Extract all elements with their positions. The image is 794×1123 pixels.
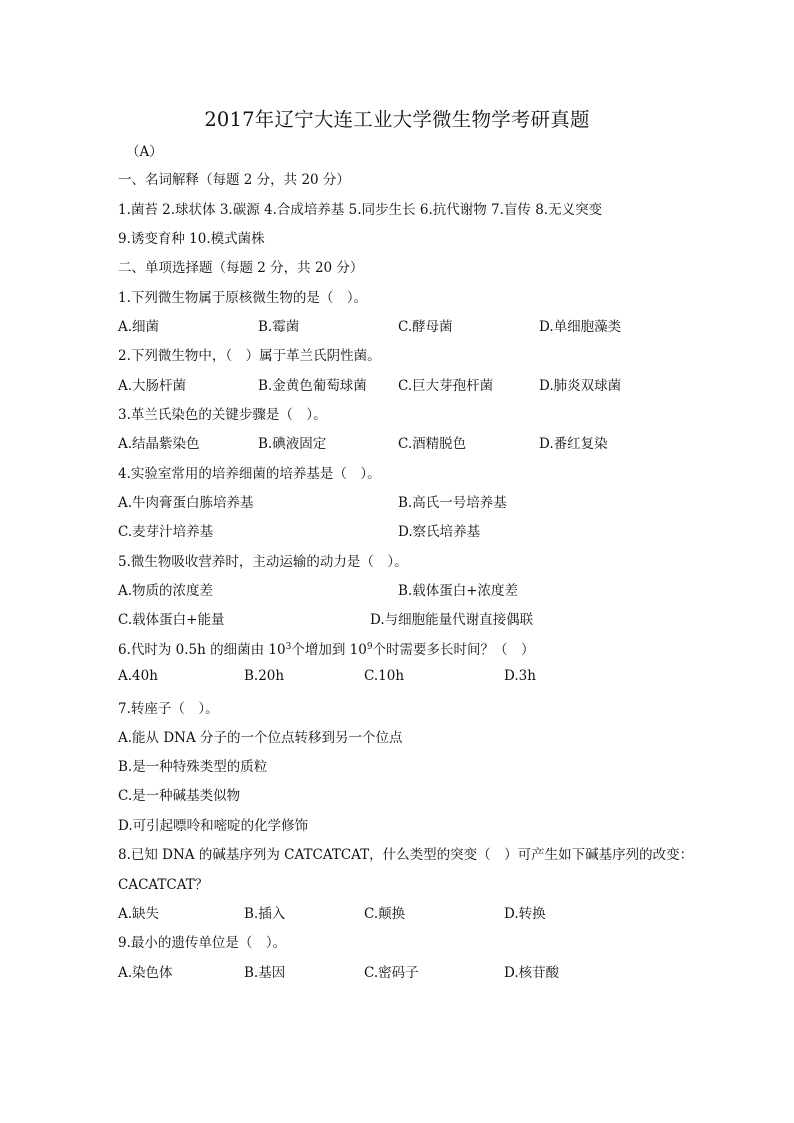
section2-heading: 二、单项选择题（每题 2 分，共 20 分） <box>118 260 364 276</box>
question-5-stem: 5.微生物吸收营养时，主动运输的动力是（ ）。 <box>118 554 408 570</box>
question-6-stem-part-1: 6.代时为 0.5h 的细菌由 10 <box>118 642 286 658</box>
question-5-option-a: A.物质的浓度差 <box>118 583 214 599</box>
question-6-exponent-2: 9 <box>366 642 373 652</box>
question-9-option-a: A.染色体 <box>118 965 173 981</box>
question-4-option-c: C.麦芽汁培养基 <box>118 524 214 540</box>
question-9-option-b: B.基因 <box>244 965 286 981</box>
question-5-option-d: D.与细胞能量代谢直接偶联 <box>370 612 534 628</box>
question-3-option-a: A.结晶紫染色 <box>118 436 200 452</box>
question-8-option-a: A.缺失 <box>118 906 160 922</box>
question-2-stem: 2.下列微生物中，（ ）属于革兰氏阴性菌。 <box>118 348 381 364</box>
question-1-option-d: D.单细胞藻类 <box>539 319 622 335</box>
paper-label: （A） <box>126 144 163 160</box>
question-6-option-d: D.3h <box>504 668 536 684</box>
question-3-option-b: B.碘液固定 <box>258 436 327 452</box>
question-2-option-c: C.巨大芽孢杆菌 <box>398 378 494 394</box>
question-1-option-b: B.霉菌 <box>258 319 300 335</box>
question-4-option-d: D.察氏培养基 <box>398 524 481 540</box>
question-3-option-c: C.酒精脱色 <box>398 436 467 452</box>
question-6-option-c: C.10h <box>364 668 405 684</box>
question-9-option-c: C.密码子 <box>364 965 419 981</box>
question-8-option-d: D.转换 <box>504 906 546 922</box>
question-6-stem <box>118 638 535 658</box>
section1-heading: 一、名词解释（每题 2 分，共 20 分） <box>118 172 350 188</box>
question-6-exponent-1: 3 <box>285 642 292 652</box>
question-9-stem: 9.最小的遗传单位是（ ）。 <box>118 935 287 951</box>
question-5-option-b: B.载体蛋白+浓度差 <box>398 583 519 599</box>
question-7-option-a: A.能从 DNA 分子的一个位点转移到另一个位点 <box>118 730 403 746</box>
question-5-option-c: C.载体蛋白+能量 <box>118 612 225 628</box>
question-2-option-a: A.大肠杆菌 <box>118 378 187 394</box>
question-6-option-a: A.40h <box>118 668 158 684</box>
question-9-option-d: D.核苷酸 <box>504 965 560 981</box>
question-6-option-b: B.20h <box>244 668 285 684</box>
question-4-stem: 4.实验室常用的培养细菌的培养基是（ ）。 <box>118 466 381 482</box>
question-7-option-b: B.是一种特殊类型的质粒 <box>118 759 268 775</box>
question-4-option-a: A.牛肉膏蛋白胨培养基 <box>118 495 254 511</box>
question-8-stem: 8.已知 DNA 的碱基序列为 CATCATCAT，什么类型的突变（ ）可产生如下碱基序列的改变： <box>118 847 694 863</box>
question-1-stem: 1.下列微生物属于原核微生物的是（ ）。 <box>118 290 368 306</box>
terms-line-2: 9.诱变育种 10.模式菌株 <box>118 231 265 247</box>
terms-line-1: 1.菌苔 2.球状体 3.碳源 4.合成培养基 5.同步生长 6.抗代谢物 7.盲传 8.无义突变 <box>118 202 603 218</box>
question-8-option-b: B.插入 <box>244 906 286 922</box>
question-1-option-c: C.酵母菌 <box>398 319 453 335</box>
question-6-stem-part-2: 个增加到 10 <box>291 642 367 658</box>
question-3-option-d: D.番红复染 <box>539 436 608 452</box>
page-title: 2017年辽宁大连工业大学微生物学考研真题 <box>204 108 590 131</box>
question-4-option-b: B.高氏一号培养基 <box>398 495 507 511</box>
question-7-option-c: C.是一种碱基类似物 <box>118 788 241 804</box>
question-7-stem: 7.转座子（ ）。 <box>118 701 219 717</box>
question-6-stem-part-3: 个时需要多长时间？（ ） <box>372 642 535 658</box>
question-3-stem: 3.革兰氏染色的关键步骤是（ ）。 <box>118 407 327 423</box>
question-8-stem-continued: CACATCAT？ <box>118 877 209 893</box>
question-8-option-c: C.颠换 <box>364 906 406 922</box>
question-7-option-d: D.可引起嘌呤和嘧啶的化学修饰 <box>118 818 309 834</box>
question-2-option-b: B.金黄色葡萄球菌 <box>258 378 367 394</box>
question-2-option-d: D.肺炎双球菌 <box>539 378 622 394</box>
question-1-option-a: A.细菌 <box>118 319 160 335</box>
